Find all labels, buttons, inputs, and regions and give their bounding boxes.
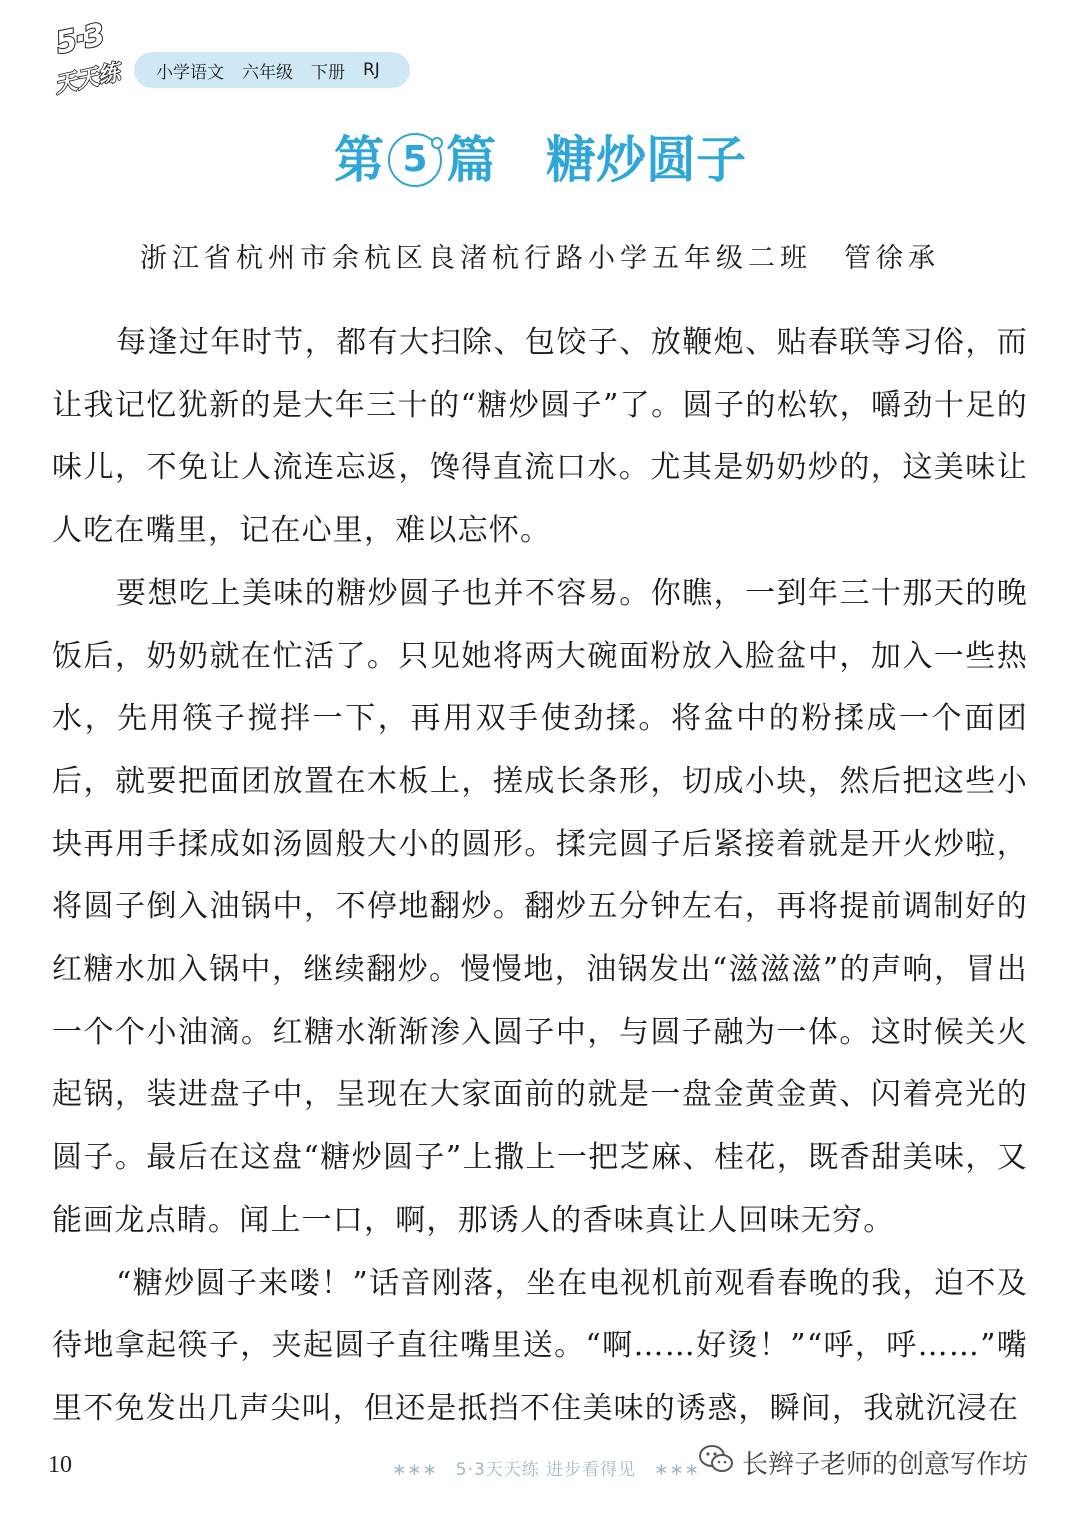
logo-sub-text: 天天练 — [52, 60, 123, 99]
brand-logo — [40, 18, 150, 108]
author-line: 浙江省杭州市余杭区良渚杭行路小学五年级二班 管徐承 — [140, 243, 940, 274]
footer-slogan: ∗∗∗ 5·3天天练 进步看得见 ∗∗∗ — [392, 1460, 700, 1480]
subject-label: 小学语文 — [156, 62, 224, 83]
page-number: 10 — [48, 1452, 72, 1478]
title-prefix: 第 — [334, 131, 384, 189]
title-suffix: 篇 — [446, 131, 496, 189]
logo-main-text: 5·3 — [52, 17, 107, 62]
article-body — [52, 312, 1028, 1441]
title-number-badge: 5 — [388, 133, 442, 187]
page-header — [40, 18, 420, 108]
volume-label: 下册 — [311, 62, 345, 83]
article-title — [0, 128, 1080, 192]
title-text: 糖炒圆子 — [546, 131, 746, 189]
paragraph: 要想吃上美味的糖炒圆子也并不容易。你瞧，一到年三十那天的晚饭后，奶奶就在忙活了。只见她将两大碗面粉放入脸盆中，加入一些热水，先用筷子搅拌一下，再用双手使劲揉。将盆中的粉揉成一个面团后，就要把面团放置在木板上，搓成长条形，切成小块，然后把这些小块再用手揉成如汤圆般大小的圆形。揉完圆子后紧接着就是开火炒啦，将圆子倒入油锅中，不停地翻炒。翻炒五分钟左右，再将提前调制好的红糖水加入锅中，继续翻炒。慢慢地，油锅发出“滋滋滋”的声响，冒出一个个小油滴。红糖水渐渐渗入圆子中，与圆子融为一体。这时候关火起锅，装进盘子中，呈现在大家面前的就是一盘金黄金黄、闪着亮光的圆子。最后在这盘“糖炒圆子”上撒上一把芝麻、桂花，既香甜美味，又能画龙点睛。闻上一口，啊，那诱人的香味真让人回味无穷。 — [52, 575, 1028, 1238]
watermark-text: 长辫子老师的创意写作坊 — [742, 1449, 1029, 1480]
paragraph: 每逢过年时节，都有大扫除、包饺子、放鞭炮、贴春联等习俗，而让我记忆犹新的是大年三十的“糖炒圆子”了。圆子的松软，嚼劲十足的味儿，不免让人流连忘返，馋得直流口水。尤其是奶奶炒的，这美味让人吃在嘴里，记在心里，难以忘怀。 — [52, 325, 1028, 549]
edition-label: RJ — [363, 60, 380, 80]
wechat-icon — [698, 1444, 734, 1481]
watermark — [698, 1440, 1028, 1484]
book-info-pill — [134, 52, 410, 88]
grade-label: 六年级 — [242, 62, 293, 83]
paragraph: “糖炒圆子来喽！”话音刚落，坐在电视机前观看春晚的我，迫不及待地拿起筷子，夹起圆子直往嘴里送。“啊……好烫！”“呼，呼……”嘴里不免发出几声尖叫，但还是抵挡不住美味的诱惑，瞬间，我就沉浸在 — [52, 1265, 1028, 1426]
